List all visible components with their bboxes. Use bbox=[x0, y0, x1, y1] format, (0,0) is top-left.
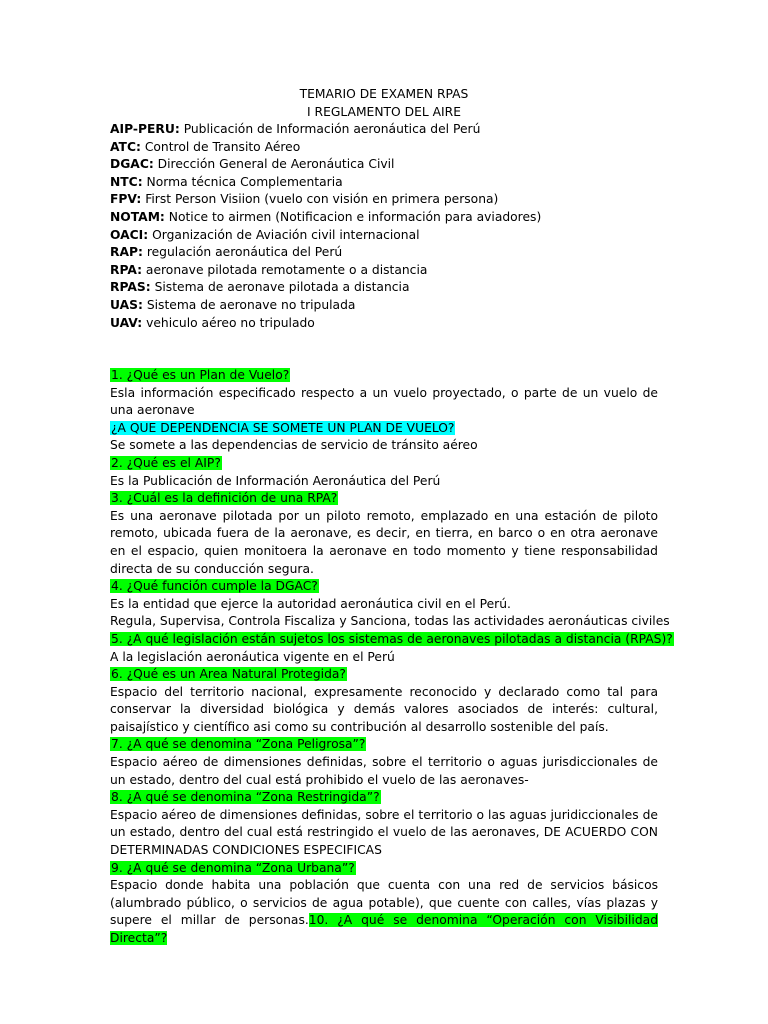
glossary-item bbox=[110, 156, 670, 174]
glossary-definition: vehiculo aéreo no tripulado bbox=[142, 315, 315, 330]
question-highlight: 3. ¿Cuál es la definición de una RPA? bbox=[111, 491, 338, 506]
glossary-item bbox=[110, 121, 670, 139]
question-highlight: 9. ¿A qué se denomina “Zona Urbana”? bbox=[111, 860, 355, 875]
document-subtitle: I REGLAMENTO DEL AIRE bbox=[307, 104, 461, 119]
glossary-term: UAV: bbox=[110, 315, 143, 330]
answer-plan-vuelo-dependencia: Se somete a las dependencias de servicio de tránsito aéreo bbox=[110, 438, 478, 453]
glossary-term: AIP-PERU: bbox=[110, 122, 180, 136]
glossary-term: ATC: bbox=[110, 139, 141, 154]
answer-5: A la legislación aeronáutica vigente en el Perú bbox=[110, 649, 395, 664]
question-1 bbox=[110, 367, 658, 385]
question-7 bbox=[110, 736, 658, 754]
question-3 bbox=[110, 490, 658, 508]
question-2 bbox=[110, 455, 658, 473]
glossary-item bbox=[110, 262, 670, 280]
question-highlight: 8. ¿A qué se denomina “Zona Restringida”? bbox=[111, 790, 380, 805]
question-highlight: 1. ¿Qué es un Plan de Vuelo? bbox=[111, 368, 290, 382]
glossary-term: OACI: bbox=[110, 227, 149, 242]
glossary-definition: Publicación de Información aeronáutica del Perú bbox=[179, 122, 481, 136]
document-title: TEMARIO DE EXAMEN RPAS bbox=[299, 87, 469, 101]
glossary-item bbox=[110, 191, 670, 209]
glossary-definition: Sistema de aeronave pilotada a distancia bbox=[150, 280, 410, 295]
answer-9 bbox=[110, 877, 658, 947]
glossary-item bbox=[110, 227, 670, 245]
question-plan-vuelo-dependencia bbox=[110, 420, 658, 438]
question-highlight: ¿A QUE DEPENDENCIA SE SOMETE UN PLAN DE VUELO? bbox=[111, 420, 455, 435]
answer-1: Esla información especificado respecto a un vuelo proyectado, o parte de un vuelo de una aeronave bbox=[110, 385, 658, 418]
glossary-term: DGAC: bbox=[110, 157, 154, 172]
answer-6: Espacio del territorio nacional, expresamente reconocido y declarado como tal para conservar la diversidad biológica y demás valores asociados de interés: cultural, paisajístico y científico asi como su contribución al desarrollo sostenible del país. bbox=[110, 684, 658, 734]
question-highlight: 5. ¿A qué legislación están sujetos los sistemas de aeronaves pilotadas a distancia (RPAS)? bbox=[111, 631, 673, 646]
glossary-term: NOTAM: bbox=[110, 209, 165, 224]
glossary-item bbox=[110, 315, 670, 333]
question-highlight: 7. ¿A qué se denomina “Zona Peligrosa”? bbox=[111, 737, 366, 752]
question-8 bbox=[110, 789, 658, 807]
glossary-item bbox=[110, 174, 670, 192]
glossary-term: NTC: bbox=[110, 174, 143, 189]
glossary-item bbox=[110, 139, 670, 157]
question-5 bbox=[110, 631, 673, 649]
glossary-definition: regulación aeronáutica del Perú bbox=[142, 245, 343, 260]
glossary-definition: Sistema de aeronave no tripulada bbox=[142, 297, 356, 312]
question-highlight: 2. ¿Qué es el AIP? bbox=[111, 455, 221, 470]
answer-4-line-1: Es la entidad que ejerce la autoridad aeronáutica civil en el Perú. bbox=[110, 596, 511, 611]
glossary-term: RAP: bbox=[110, 245, 143, 260]
question-highlight: 6. ¿Qué es un Area Natural Protegida? bbox=[111, 667, 346, 682]
glossary-item bbox=[110, 209, 670, 227]
glossary-definition: Notice to airmen (Notificacion e información para aviadores) bbox=[164, 209, 542, 224]
glossary-term: RPA: bbox=[110, 262, 143, 277]
answer-8: Espacio aéreo de dimensiones definidas, sobre el territorio o las aguas juridiccionales de un estado, dentro del cual está restringido el vuelo de las aeronaves, DE ACUERDO CON DETERMINADAS CONDICIONES ESPECIFICAS bbox=[110, 807, 658, 858]
question-6 bbox=[110, 666, 658, 684]
glossary-term: UAS: bbox=[110, 297, 143, 312]
question-4 bbox=[110, 578, 658, 596]
document-header bbox=[0, 86, 768, 121]
glossary-list bbox=[110, 121, 670, 332]
answer-2: Es la Publicación de Información Aeronáutica del Perú bbox=[110, 473, 441, 488]
question-highlight: 4. ¿Qué función cumple la DGAC? bbox=[111, 579, 318, 594]
glossary-definition: Control de Transito Aéreo bbox=[140, 139, 301, 154]
question-9 bbox=[110, 860, 658, 878]
glossary-term: RPAS: bbox=[110, 280, 151, 295]
question-10: 10. ¿A qué se denomina “Operación con Visibilidad Directa”? bbox=[110, 913, 658, 945]
glossary-term: FPV: bbox=[110, 192, 142, 207]
glossary-definition: Norma técnica Complementaria bbox=[142, 174, 343, 189]
answer-4-line-2: Regula, Supervisa, Controla Fiscaliza y Sanciona, todas las actividades aeronáuticas civiles bbox=[110, 614, 670, 629]
glossary-item bbox=[110, 244, 670, 262]
glossary-item bbox=[110, 279, 670, 297]
question-answer-list bbox=[110, 367, 673, 948]
glossary-definition: Dirección General de Aeronáutica Civil bbox=[153, 157, 395, 172]
answer-7: Espacio aéreo de dimensiones definidas, sobre el territorio o aguas jurisdiccionales de un estado, dentro del cual está prohibido el vuelo de las aeronaves- bbox=[110, 755, 658, 787]
answer-9-text: Espacio donde habita una población que cuenta con una red de servicios básicos (alumbrado público, o servicios de agua potable), que cuente con calles, vías plazas y supere el millar de personas. bbox=[110, 878, 658, 928]
glossary-definition: Organización de Aviación civil internacional bbox=[148, 227, 420, 242]
glossary-definition: First Person Visiion (vuelo con visión en primera persona) bbox=[141, 192, 499, 207]
answer-3: Es una aeronave pilotada por un piloto remoto, emplazado en una estación de piloto remoto, ubicada fuera de la aeronave, es decir, en tierra, en barco o en otra aeronave en el espacio, quien monitoera la aeronave en todo momento y tiene responsabilidad directa de su conducción segura. bbox=[110, 508, 658, 576]
glossary-item bbox=[110, 297, 670, 315]
glossary-definition: aeronave pilotada remotamente o a distancia bbox=[142, 262, 428, 277]
